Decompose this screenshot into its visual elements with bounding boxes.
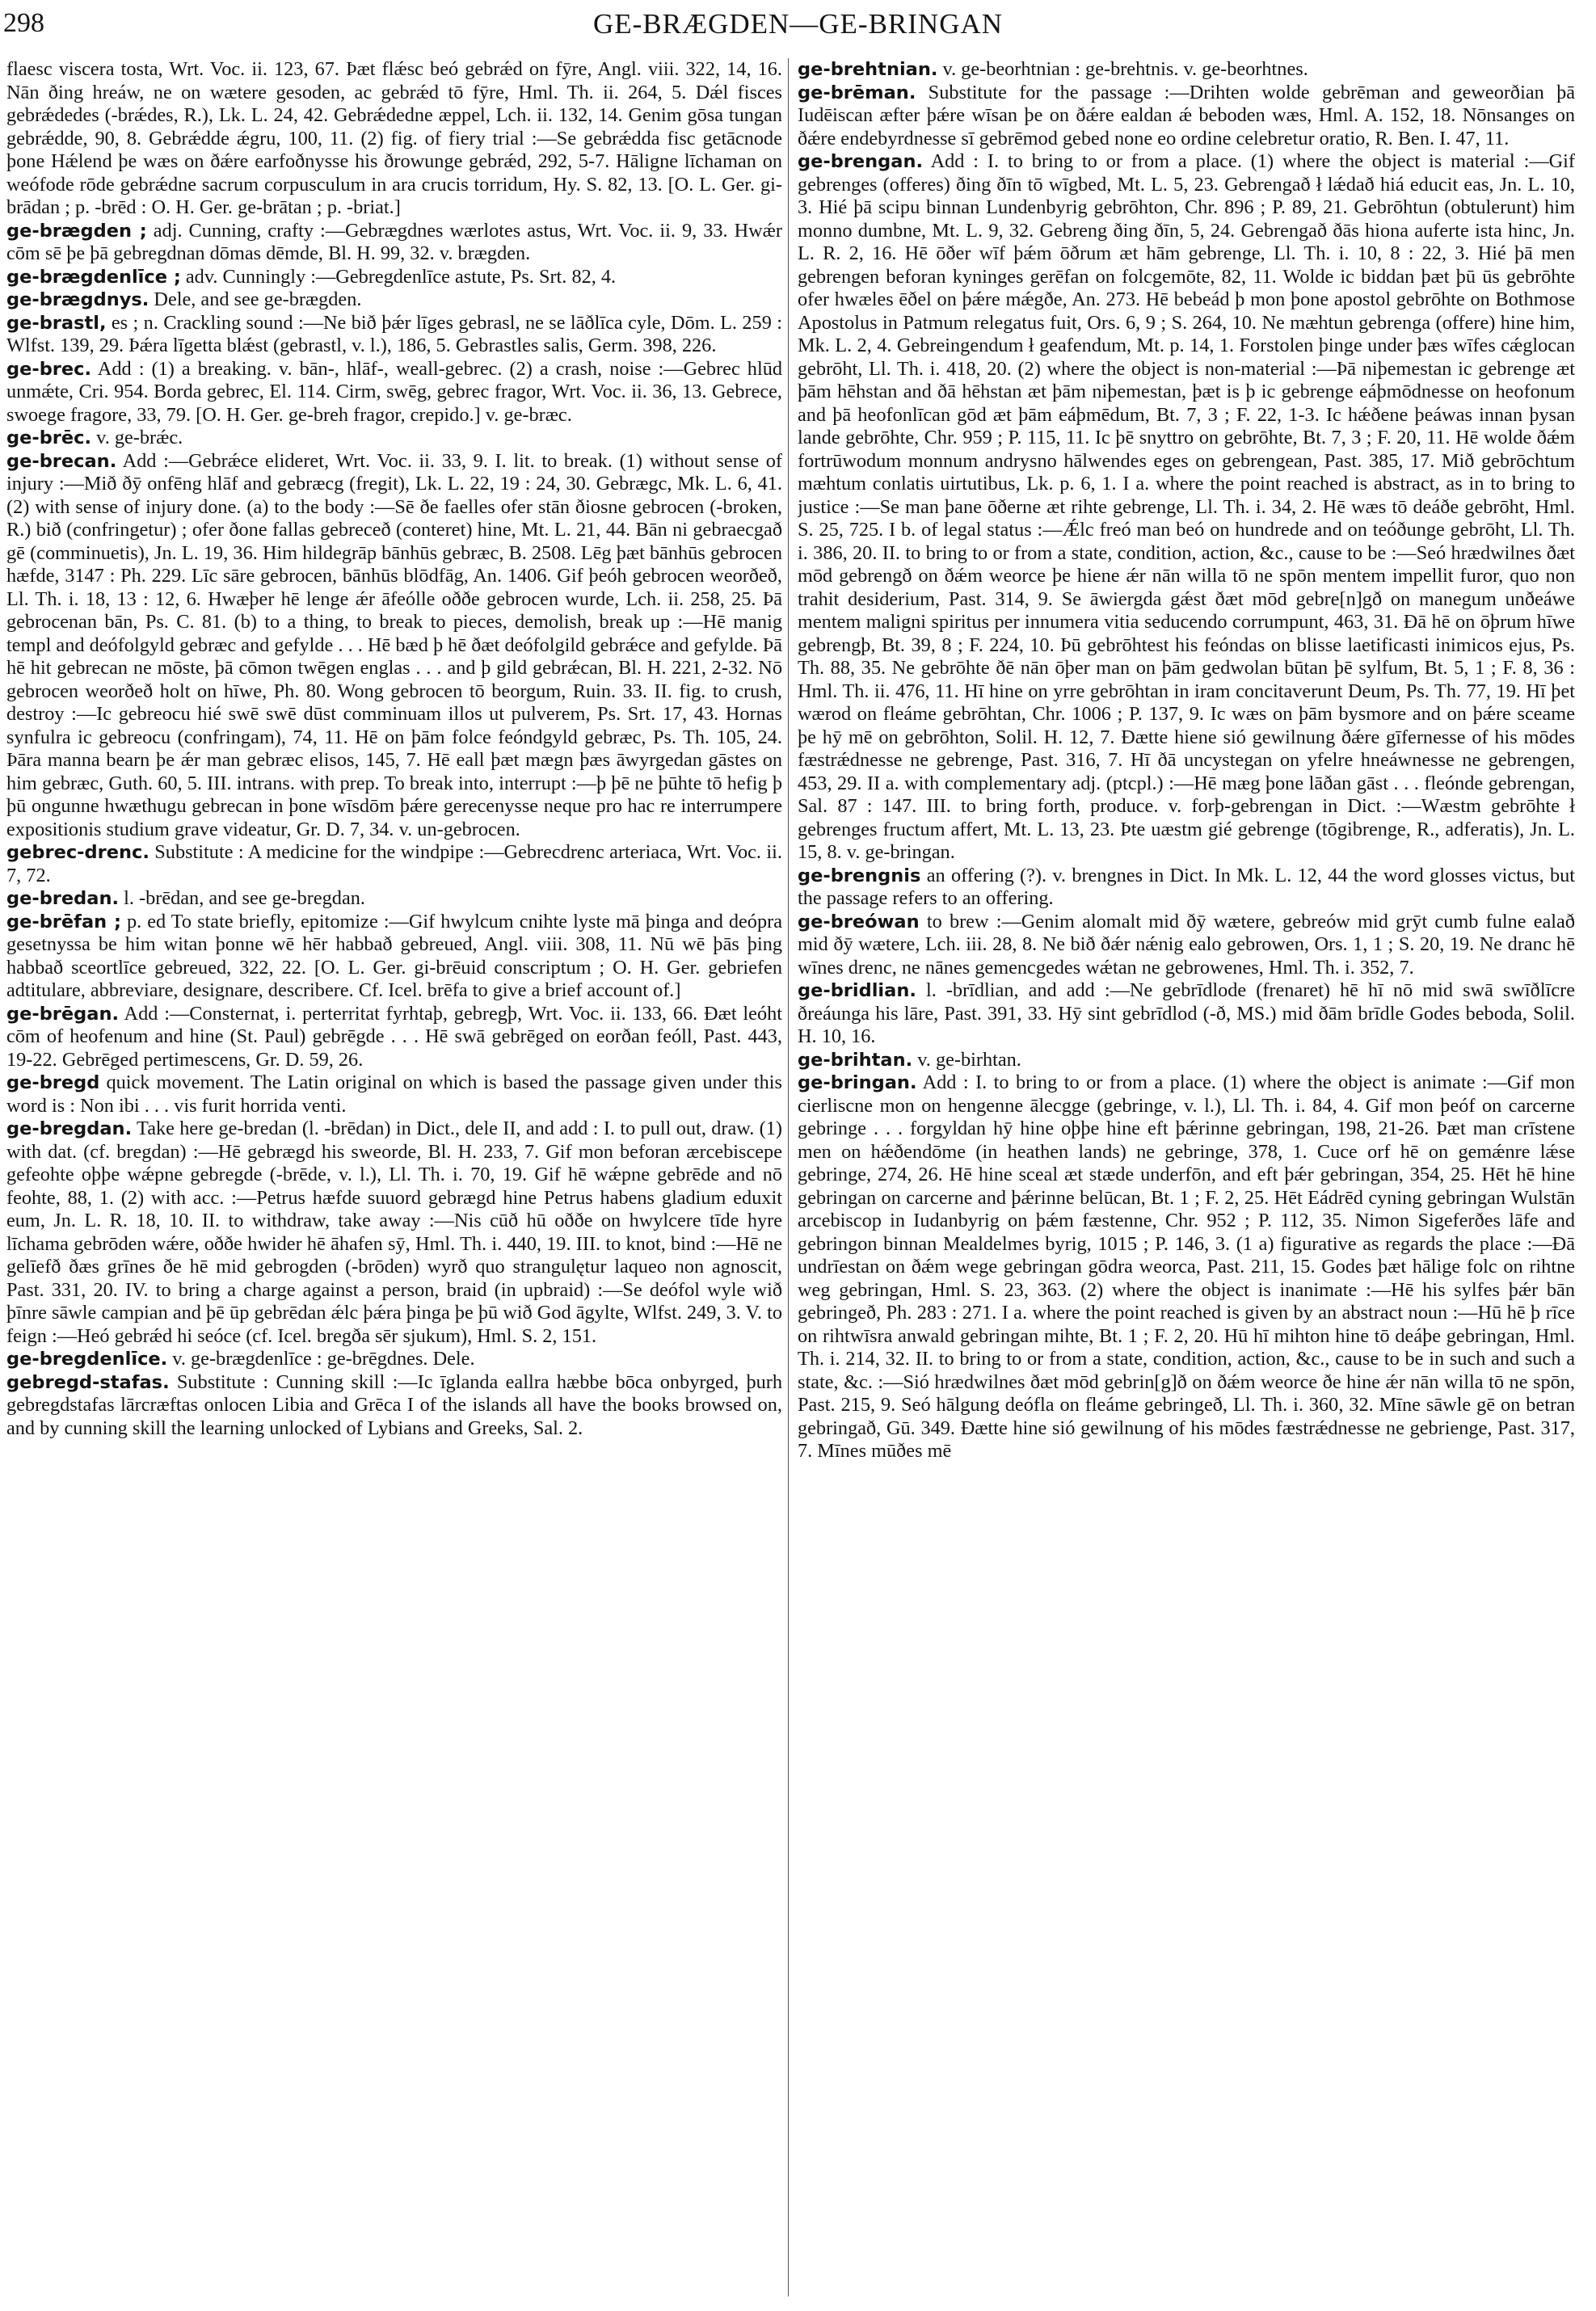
entry-headword: ge-brengnis bbox=[798, 865, 921, 886]
entry-headword: ge-brecan. bbox=[6, 450, 117, 472]
dictionary-entry bbox=[6, 220, 782, 266]
entry-text: v. ge-beorhtnian : ge-brehtnis. v. ge-beorhtnes. bbox=[937, 58, 1308, 80]
page-title: GE-BRÆGDEN—GE-BRINGAN bbox=[592, 8, 1004, 40]
entry-text: adv. Cunningly :—Gebregdenlīce astute, Ps. Srt. 82, 4. bbox=[180, 265, 617, 288]
dictionary-entry bbox=[798, 1049, 1575, 1072]
entry-text: v. ge-birhtan. bbox=[912, 1048, 1021, 1071]
entry-headword: ge-bringan. bbox=[798, 1072, 917, 1093]
entry-headword: ge-brēc. bbox=[6, 427, 92, 448]
entry-text: v. ge-brægdenlīce : ge-brēgdnes. Dele. bbox=[167, 1348, 475, 1370]
column-divider bbox=[788, 58, 789, 2296]
dictionary-entry bbox=[6, 887, 782, 911]
dictionary-entry bbox=[6, 1371, 782, 1441]
running-head bbox=[0, 8, 1596, 57]
dictionary-entry bbox=[6, 427, 782, 450]
entry-headword: ge-brēgan. bbox=[6, 1003, 120, 1025]
dictionary-entry bbox=[798, 911, 1575, 980]
entry-headword: gebregd-stafas. bbox=[6, 1371, 170, 1393]
entry-headword: gebrec-drenc. bbox=[6, 842, 149, 863]
entry-headword: ge-bregd bbox=[6, 1072, 100, 1093]
right-column bbox=[798, 58, 1575, 2296]
entry-headword: ge-brastl, bbox=[6, 312, 107, 334]
dictionary-entry bbox=[6, 1003, 782, 1072]
entry-text: Add :—Gebrǽce elideret, Wrt. Voc. ii. 33, 9. I. lit. to break. (1) without sense of injury :—Mið ðȳ onfēng hlāf and gebræcg (fregit), Lk. L. 22, 19 : 24, 30. Gebrægc, Mk. L. 6, 41. (2) with sense of injury done. (a) to the body :—Sē ðe faelles ofer stān ðiosne gebrocen (-broken, R.) bið (confringetur) ; ofer ðone fallas gebreceð (conteret) hine, Mt. L. 21, 44. Bān ni gebraecgað gē (comminuetis), Jn. L. 19, 36. Him hildegrāp bānhūs gebræc, B. 2508. Lēg þæt bānhūs gebrocen hæfde, 3147 : Ph. 229. Līc sāre gebrocen, bānhūs blōdfāg, An. 1406. Gif þeóh gebrocen weorðeð, Ll. Th. i. 18, 13 : 12, 6. Hwæþer hē lenge ǽr āfeólle oððe gebrocen wurde, Lch. ii. 258, 25. Þā gebrocenan bān, Ps. C. 81. (b) to a thing, to break to pieces, demolish, break up :—Hē manig templ and deófolgyld gebræc and gefylde . . . Hē bæd þ hē ðæt deófolgild gebrǽce and gefylde. Þā hē hit gebrecan ne mōste, þā cōmon twēgen englas . . . and þ gild gebrǽcan, Bl. H. 221, 2-32. Nō gebrocen weorðeð holt on hīwe, Ph. 80. Wong gebrocen tō beorgum, Ruin. 33. II. fig. to crush, destroy :—Ic gebreocu hié swē swē dūst comminuam illos ut pulverem, Ps. Srt. 17, 43. Hornas synfulra ic gebreocu (confringam), 74, 11. Hē on þām folce feóndgyld gebræc, Ps. Th. 105, 24. Þāra manna bearn þe ǽr man gebræc elisos, 145, 7. Hē eall þæt mægn þæs āwyrgedan gāstes on him gebræc, Guth. 60, 5. III. intrans. with prep. To break into, interrupt :—þ þē ne þūhte tō hefig þ þū ongunne hwæthugu gebrecan in þone wīsdōm þǽre gerecenysse neque pro hac re interrumpere expositionis studium grave videatur, Gr. D. 7, 34. v. un-gebrocen. bbox=[6, 449, 782, 840]
dictionary-entry bbox=[6, 841, 782, 887]
entry-headword: ge-brēman. bbox=[798, 82, 916, 103]
dictionary-entry bbox=[6, 266, 782, 289]
entry-text: p. ed To state briefly, epitomize :—Gif hwylcum cnihte lyste mā þinga and deópra gesetnyssa be him witan þonne wē hēr habbað gebreued, Angl. viii. 308, 11. Nū wē þās þing habbað sceortlīce gebreued, 322, 22. [O. L. Ger. gi-brēuid conscriptum ; O. H. Ger. gebriefen adtitulare, abbreviare, designare, describere. Cf. Icel. brēfa to give a brief account of.] bbox=[6, 910, 782, 1001]
entry-headword: ge-bregdan. bbox=[6, 1118, 133, 1139]
entry-text: Add : I. to bring to or from a place. (1) where the object is material :—Gif gebrenges (offeres) ðing ðīn tō wīgbed, Mt. L. 5, 23. Gebrengað ł lǽdað hiá educit eas, Jn. L. 10, 3. Hié þā scipu binnan Lundenbyrig gebrōhton, Chr. 896 ; P. 89, 21. Gebrōhtun (obtulerunt) him monno dumbne, Mt. L. 9, 32. Gebreng ðing ðīn, 5, 24. Gebrengað ðās hiona auferte ista hinc, Jn. L. R. 2, 16. Hē ōðer wīf þǽm ōðrum æt hām gebrenge, Ll. Th. i. 10, 8 : 22, 3. Hié þā men gebrengen beforan kyninges gerēfan on folcgemōte, 82, 11. Wolde ic biddan þæt þū ūs gebrōhte ofer hwæles ēðel on þǽre mǽgðe, An. 273. Hē bebeád þ mon þone apostol gebrōhte on Bothmose Apostolus in Patmum relegatus fuit, Ors. 6, 9 ; S. 264, 10. Ne mæhtun gebrenga (offere) hine him, Mk. L. 2, 4. Gebreingendum ł geafendum, Mt. p. 14, 1. Forstolen þinge under þæs wīfes cǽglocan gebrōht, Ll. Th. i. 418, 20. (2) where the object is non-material :—Þā niþemestan ic gebrenge æt þām hēhstan and ðā hēhstan æt þām niþemestan, þæt is þ ic gebrenge eáþmōdnesse on heofonum and þā heofonlīcan gōd æt þām eáþmēdum, Bt. 7, 3 ; F. 22, 1-3. Ic hǽðene þeáwas innan þysan lande gebrōhte, Chr. 959 ; P. 115, 11. Ic þē snyttro on gebrōhte, Bt. 7, 3 ; F. 20, 11. Hē wolde ðǽm fortrūwodum monnum andrysno hālwendes eges on gebrengean, Past. 385, 17. Mið gebrōchtum mæhtum conlatis uirtutibus, Lk. p. 6, 1. I a. where the point reached is abstract, as in to bring to justice :—Se man þane ōðerne æt rihte gebrenge, Ll. Th. i. 34, 2. Hē wæs tō deáðe gebrōht, Hml. S. 25, 725. I b. of legal status :—Ǽlc freó man beó on hundrede and on teóðunge gebrōht, Ll. Th. i. 386, 20. II. to bring to or from a state, condition, action, &c., cause to be :—Seó hrædwilnes ðæt mōd gebrengð on ðǽm weorce þe hiene ǽr nān willa tō ne spōn mentem impellit furor, quo non trahit desiderium, Past. 314, 9. Se āwiergda gǽst ðæt mōd gebre[n]gð on manegum unðeáwe mentem maligni spiritus per innumera vitia seducendo corrumpunt, 463, 31. Ðā hē on ōþrum hīwe gebrengþ, Bt. 39, 8 ; F. 224, 10. Þū gebrōhtest his feóndas on blisse laetificasti inimicos ejus, Ps. Th. 88, 35. Ne gebrōhte ðē nān ōþer man on þām gedwolan būtan þē sylfum, Bt. 5, 1 ; F. 8, 36 : Hml. Th. ii. 476, 11. Hī hine on yrre gebrōhtan in iram concitaverunt Deum, Ps. Th. 77, 19. Hī þet wærod on fleáme gebrōhtan, Chr. 1006 ; P. 137, 9. Ic wæs on þām bysmore and on þǽre sceame þe hȳ mē on gebrōhton, Solil. H. 12, 7. Ðætte hiene sió gewilnung ðǽre gīfernesse of his mōdes fæstrǽdnesse ne gebrenge, Past. 316, 7. Hī ðā uncystegan on yfelre hneáwnesse ne gebrengen, 453, 29. II a. with complementary adj. (ptcpl.) :—Hē mæg þone lāðan gāst . . . fleónde gebrengan, Sal. 87 : 147. III. to bring forth, produce. v. forþ-gebrengan in Dict. :—Wæstm gebrōhte ł gebrenges fructum affert, Mt. L. 13, 23. Þte uæstm gié gebrenge (tōgibrenge, R., adferatis), Jn. L. 15, 8. v. ge-bringan. bbox=[798, 150, 1575, 863]
dictionary-entry bbox=[6, 58, 782, 220]
entry-headword: ge-bredan. bbox=[6, 888, 120, 909]
entry-text: an offering (?). v. brengnes in Dict. In Mk. L. 12, 44 the word glosses victus, but the passage refers to an offering. bbox=[798, 864, 1575, 909]
entry-text: Take here ge-bredan (l. -brēdan) in Dict., dele II, and add : I. to pull out, draw. (1) with dat. (cf. bregdan) :—Hē gebrægd his sweorde, Bl. H. 233, 7. Gif mon beforan ærcebiscepe gefeohte oþþe wǽpne gebregde (-brēde, v. l.), Ll. Th. i. 70, 19. Gif hē wǽpne gebrēde and nō feohte, 88, 1. (2) with acc. :—Petrus hæfde suuord gebrægd hine Petrus habens gladium eduxit eum, Jn. L. R. 18, 10. II. to withdraw, take away :—Nis cūð hū oððe on hwylcere tīde hyre līchama gebrōden wǽre, oððe hwider hē āhafen sȳ, Hml. Th. i. 440, 19. III. to knot, bind :—Hē ne gelīefð ðæs grīnes ðe hē mid gebrogden (-brōden) wyrð quo strangulętur laqueo non agnoscit, Past. 331, 20. IV. to bring a charge against a person, braid (in upbraid) :—Se deófol wyle wið þīnre sāwle campian and þē ūp gebrēdan ǽlc þǽra þinga þe þū wið God āgylte, Wlfst. 249, 3. V. to feign :—Heó gebrǽd hi seóce (cf. Icel. bregða sēr sjukum), Hml. S. 2, 151. bbox=[6, 1118, 782, 1347]
entry-text: Add : I. to bring to or from a place. (1) where the object is animate :—Gif mon cierliscne mon on hengenne ālecgge (gebringe, v. l.), Ll. Th. i. 84, 4. Gif mon þeóf on carcerne gebringe . . . forgyldan hȳ hine oþþe hine eft þǽrinne gebringan, 198, 21-26. Þæt man crīstene men on hǽðendōme (in heathen lands) ne gebringe, 378, 1. Cuce orf hē on gemǽnre lǽse gebringe, 274, 26. Hē hine sceal æt stæde underfōn, and eft þǽr gebringan, 354, 25. Hēt hē hine gebringan on carcerne and þǽrinne belūcan, Bt. 1 ; F. 2, 25. Hēt Eádrēd cyning gebringan Wulstān arcebiscop in Iudanbyrig on þǽm fæstenne, Chr. 952 ; P. 112, 35. Nimon Sigeferðes lāfe and gebringon binnan Mealdelmes byrig, 1015 ; P. 146, 3. (1 a) figurative as regards the place :—Ðā undrīestan on ðǽm wege gebringan gōdra weorca, Past. 211, 15. Godes þæt hālige folc on rihtne weg gebringan, Hml. S. 23, 363. (2) where the object is inanimate :—Hē his sylfes þǽr bān gebringeð, Ph. 283 : 271. I a. where the point reached is given by an abstract noun :—Hū hē þ rīce on rihtwīsra anwald gebringan mihte, Bt. 1 ; F. 2, 20. Hū hī mihton hine tō deáþe gebringan, Hml. Th. i. 214, 32. II. to bring to or from a state, condition, action, &c., cause to be in such and such a state, &c. :—Sió hrædwilnes ðæt mōd gebrin[g]ð on ðǽm weorce ðe hine ǽr nān willa tō ne spōn, Past. 215, 9. Seó hālgung deófla on fleáme gebringeð, Ll. Th. i. 360, 32. Mīne sāwle gē on betran gebringað, Gū. 349. Ðætte hine sió gewilnung of his mōdes fæstrǽdnesse ne gebrienge, Past. 317, 7. Mīnes mūðes mē bbox=[798, 1071, 1575, 1462]
entry-text: v. ge-brǽc. bbox=[91, 427, 183, 448]
entry-headword: ge-brengan. bbox=[798, 151, 924, 172]
entry-headword: ge-breówan bbox=[798, 911, 920, 932]
entry-text: quick movement. The Latin original on which is based the passage given under this word is : Non ibi . . . vis furit horrida venti. bbox=[6, 1071, 782, 1117]
entry-headword: ge-brihtan. bbox=[798, 1049, 913, 1071]
entry-text: l. -brēdan, and see ge-bregdan. bbox=[119, 887, 365, 909]
dictionary-entry bbox=[798, 1071, 1575, 1463]
dictionary-entry bbox=[798, 865, 1575, 911]
entry-headword: ge-bregdenlīce. bbox=[6, 1349, 168, 1370]
entry-text: l. -brīdlian, and add :—Ne gebrīdlode (frenaret) hē hī nō mid swā swīðlīcre ðreáunga his lāre, Past. 391, 33. Hȳ sint gebrīdlod (-ð, MS.) mid ðām brīdle Godes beboda, Solil. H. 10, 16. bbox=[798, 979, 1575, 1047]
entry-text: flaesc viscera tosta, Wrt. Voc. ii. 123, 67. Þæt flǽsc beó gebrǽd on fȳre, Angl. viii. 322, 14, 16. Nān ðing hreáw, ne on wætere gesoden, ac gebrǽd tō fȳre, Hml. Th. ii. 264, 5. Dǽl fisces gebrǽdedes (-brǽdes, R.), Lk. L. 24, 42. Gebrǽdedne æppel, Lch. ii. 132, 14. Genim gōsa tungan gebrǽdde, 90, 8. Gebrǽdde ǽgru, 100, 11. (2) fig. of fiery trial :—Se gebrǽdda fisc getācnode þone Hǽlend þe wæs on ðǽre earfoðnysse his ðrowunge gebrǽd, 292, 5-7. Hāligne līchaman on weófode rōde gebrǽdne sacrum corpusculum in ara crucis torridum, Hy. S. 82, 13. [O. L. Ger. gi-brādan ; p. -brēd : O. H. Ger. ge-brātan ; p. -briat.] bbox=[6, 58, 782, 218]
entry-headword: ge-brægdnys. bbox=[6, 289, 149, 310]
entry-headword: ge-bridlian. bbox=[798, 980, 916, 1001]
dictionary-entry bbox=[6, 358, 782, 427]
entry-headword: ge-brec. bbox=[6, 358, 92, 380]
dictionary-entry bbox=[798, 150, 1575, 865]
dictionary-entry bbox=[6, 312, 782, 358]
dictionary-entry bbox=[798, 58, 1575, 82]
entry-text: Substitute : A medicine for the windpipe :—Gebrecdrenc arteriaca, Wrt. Voc. ii. 7, 72. bbox=[6, 841, 782, 886]
entry-text: Dele, and see ge-brægden. bbox=[149, 288, 362, 310]
entry-text: Substitute : Cunning skill :—Ic īglanda eallra hæbbe bōca onbyrged, þurh gebregdstafas lārcræftas onlocen Libia and Grēca I of the islands all have the books browsed on, and by cunning skill the learning unlocked of Lybians and Greeks, Sal. 2. bbox=[6, 1370, 782, 1439]
dictionary-entry bbox=[6, 1071, 782, 1118]
dictionary-entry bbox=[798, 979, 1575, 1049]
entry-text: Add : (1) a breaking. v. bān-, hlāf-, weall-gebrec. (2) a crash, noise :—Gebrec hlūd unmǽte, Cri. 954. Borda gebrec, El. 114. Cirm, swēg, gebrec fragor, Wrt. Voc. ii. 36, 13. Gebrece, swoege fragore, 33, 79. [O. H. Ger. ge-breh fragor, crepido.] v. ge-bræc. bbox=[6, 357, 782, 426]
page-number: 298 bbox=[3, 8, 44, 38]
entry-headword: ge-brægdenlīce ; bbox=[6, 266, 181, 288]
entry-text: Substitute for the passage :—Drihten wolde gebrēman and geweorðian þā Iudēiscan æfter þǽre wīsan þe on ðǽre ealdan ǽ beboden wæs, Hml. A. 152, 18. Nōnsanges on ðǽre endebyrdnesse sī gebrēmod gebed none eo ordine celebretur oratio, R. Ben. I. 47, 11. bbox=[798, 81, 1575, 149]
left-column bbox=[6, 58, 782, 2296]
dictionary-entry bbox=[6, 1348, 782, 1371]
entry-text: es ; n. Crackling sound :—Ne bið þǽr līges gebrasl, ne se lāðlīca cyle, Dōm. L. 259 : Wlfst. 139, 29. Þǽra līgetta blǽst (gebrastl, v. l.), 186, 5. Gebrastles salis, Germ. 398, 226. bbox=[6, 311, 782, 356]
entry-headword: ge-brægden ; bbox=[6, 220, 147, 242]
dictionary-entry bbox=[6, 1118, 782, 1348]
entry-headword: ge-brehtnian. bbox=[798, 59, 938, 80]
entry-text: adj. Cunning, crafty :—Gebrægdnes wærlotes astus, Wrt. Voc. ii. 9, 33. Hwǽr cōm sē þe þā gebregdnan dōmas dēmde, Bl. H. 99, 32. v. brægden. bbox=[6, 219, 782, 264]
dictionary-entry bbox=[798, 82, 1575, 151]
entry-text: Add :—Consternat, i. perterritat fyrhtaþ, gebregþ, Wrt. Voc. ii. 133, 66. Ðæt leóht cōm of heofenum and hine (St. Paul) gebrēgde . . . Hē swā gebrēged on eorðan feóll, Past. 443, 19-22. Gebrēged pertimescens, Gr. D. 59, 26. bbox=[6, 1002, 782, 1071]
dictionary-entry bbox=[6, 288, 782, 312]
entry-text: to brew :—Genim alomalt mid ðȳ wætere, gebreów mid grȳt cumb fulne ealað mid ðȳ wætere, Lch. iii. 28, 8. Ne bið ðǽr nǽnig ealo gebrowen, Ors. 1, 1 ; S. 20, 19. Ne dranc hē wīnes drenc, ne nānes gemencgedes wǽtan ne gebrowenes, Hml. Th. i. 352, 7. bbox=[798, 910, 1575, 979]
dictionary-entry bbox=[6, 450, 782, 842]
dictionary-entry bbox=[6, 911, 782, 1003]
entry-headword: ge-brēfan ; bbox=[6, 911, 121, 932]
